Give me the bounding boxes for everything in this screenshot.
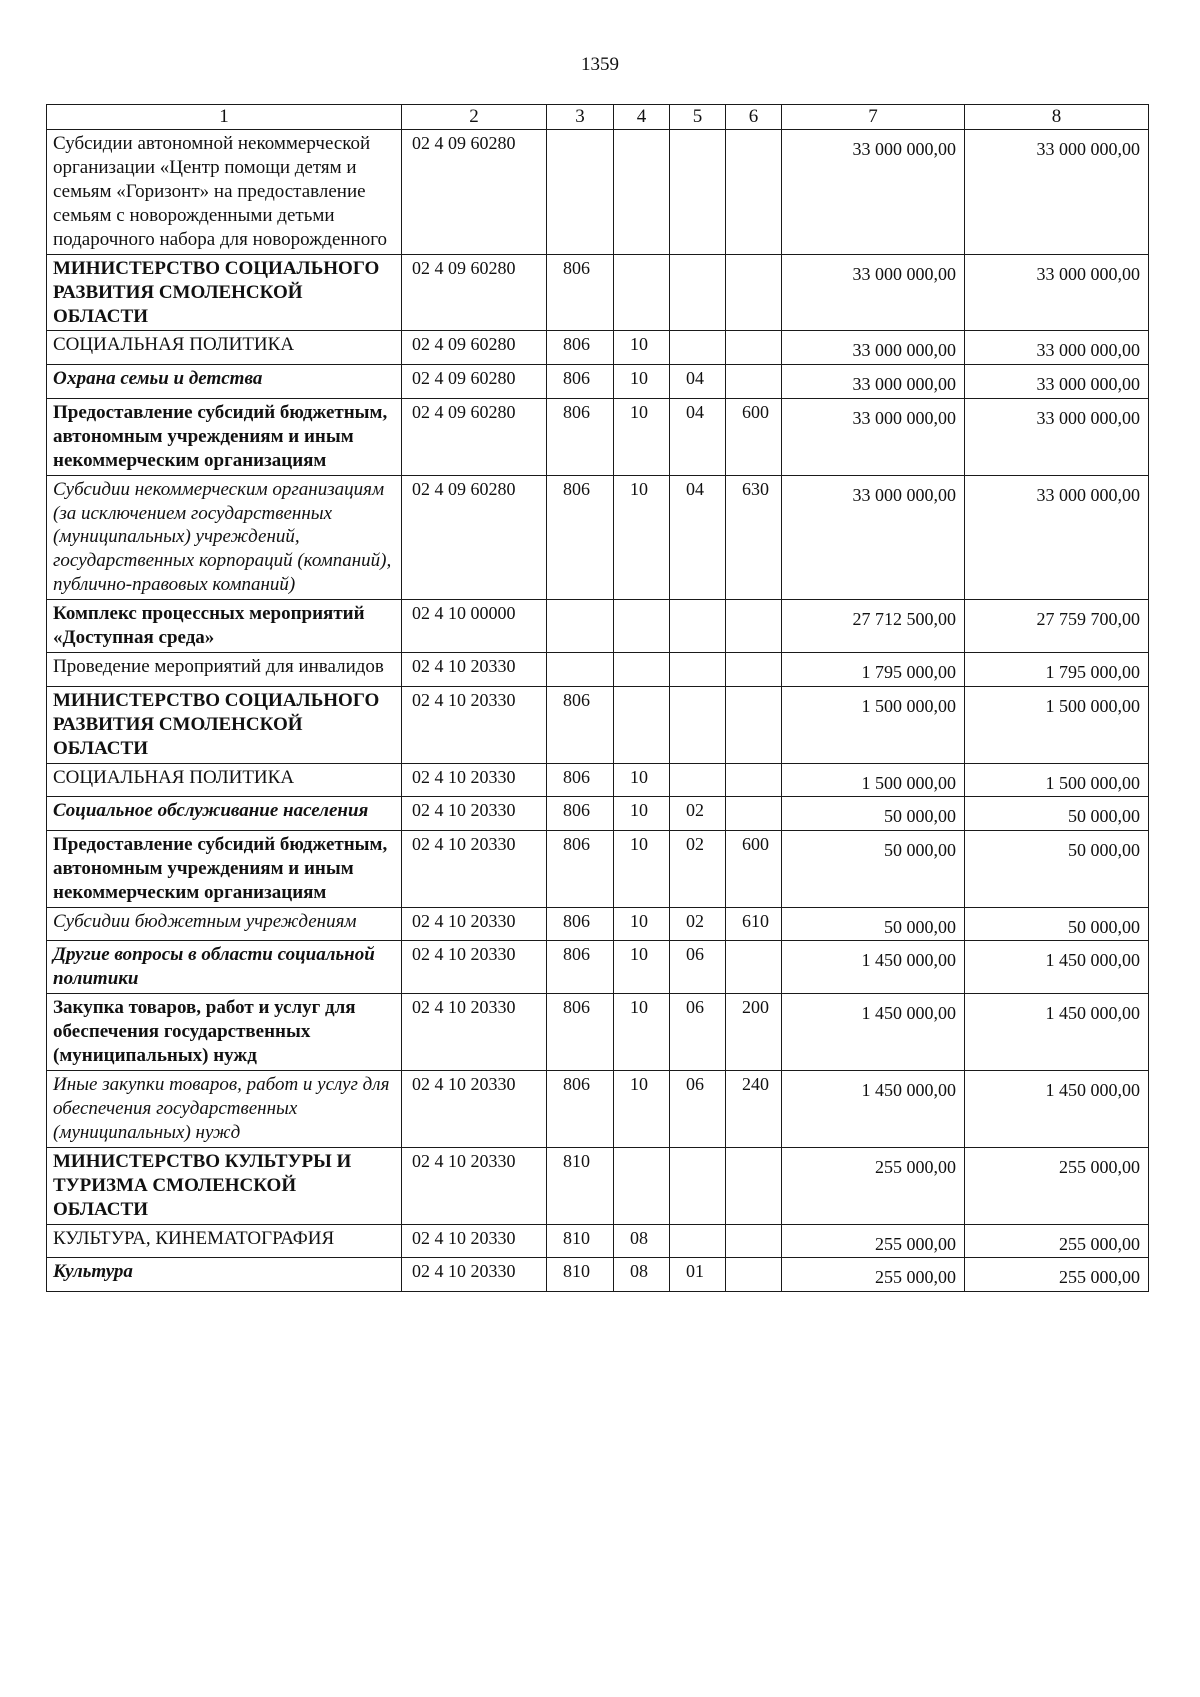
- target-code: 02 4 10 00000: [402, 600, 547, 653]
- section-code: 10: [614, 797, 670, 831]
- amount-col-8: 1 450 000,00: [965, 1071, 1149, 1148]
- column-header-4: 4: [614, 105, 670, 130]
- amount-col-7: 1 500 000,00: [782, 763, 965, 797]
- table-row: [47, 1071, 1149, 1148]
- expense-type-code: [726, 686, 782, 763]
- expense-type-code: 630: [726, 475, 782, 600]
- row-name: Охрана семьи и детства: [47, 365, 402, 399]
- target-code: 02 4 10 20330: [402, 686, 547, 763]
- row-name: Предоставление субсидий бюджетным, автономным учреждениям и иным некоммерческим организациям: [47, 398, 402, 475]
- expense-type-code: [726, 653, 782, 687]
- table-row: [47, 907, 1149, 941]
- ministry-code: 810: [547, 1224, 614, 1258]
- section-code: 10: [614, 941, 670, 994]
- column-header-7: 7: [782, 105, 965, 130]
- amount-col-8: 33 000 000,00: [965, 129, 1149, 254]
- subsection-code: 02: [670, 907, 726, 941]
- amount-col-7: 50 000,00: [782, 907, 965, 941]
- row-name: СОЦИАЛЬНАЯ ПОЛИТИКА: [47, 763, 402, 797]
- amount-col-8: 1 500 000,00: [965, 686, 1149, 763]
- amount-col-8: 27 759 700,00: [965, 600, 1149, 653]
- expense-type-code: [726, 1258, 782, 1292]
- subsection-code: 01: [670, 1258, 726, 1292]
- ministry-code: 806: [547, 331, 614, 365]
- target-code: 02 4 10 20330: [402, 1224, 547, 1258]
- amount-col-8: 1 500 000,00: [965, 763, 1149, 797]
- table-row: [47, 600, 1149, 653]
- table-row: [47, 475, 1149, 600]
- amount-col-8: 50 000,00: [965, 797, 1149, 831]
- row-name: Предоставление субсидий бюджетным, автономным учреждениям и иным некоммерческим организациям: [47, 830, 402, 907]
- table-row: [47, 365, 1149, 399]
- amount-col-7: 50 000,00: [782, 830, 965, 907]
- amount-col-7: 255 000,00: [782, 1224, 965, 1258]
- ministry-code: 806: [547, 365, 614, 399]
- target-code: 02 4 10 20330: [402, 653, 547, 687]
- ministry-code: 806: [547, 763, 614, 797]
- subsection-code: [670, 1224, 726, 1258]
- expense-type-code: [726, 941, 782, 994]
- row-name: Субсидии некоммерческим организациям (за исключением государственных (муниципальных) учреждений, государственных корпораций (компаний), публично-правовых компаний): [47, 475, 402, 600]
- table-row: [47, 254, 1149, 331]
- column-header-6: 6: [726, 105, 782, 130]
- row-name: Другие вопросы в области социальной политики: [47, 941, 402, 994]
- row-name: МИНИСТЕРСТВО СОЦИАЛЬНОГО РАЗВИТИЯ СМОЛЕНСКОЙ ОБЛАСТИ: [47, 254, 402, 331]
- amount-col-7: 1 450 000,00: [782, 994, 965, 1071]
- table-row: [47, 1224, 1149, 1258]
- table-row: [47, 1258, 1149, 1292]
- ministry-code: 806: [547, 797, 614, 831]
- subsection-code: 06: [670, 1071, 726, 1148]
- subsection-code: 02: [670, 797, 726, 831]
- target-code: 02 4 10 20330: [402, 763, 547, 797]
- amount-col-8: 33 000 000,00: [965, 254, 1149, 331]
- section-code: [614, 686, 670, 763]
- subsection-code: 04: [670, 365, 726, 399]
- section-code: 10: [614, 331, 670, 365]
- section-code: 10: [614, 475, 670, 600]
- amount-col-7: 1 450 000,00: [782, 941, 965, 994]
- section-code: 10: [614, 365, 670, 399]
- column-header-1: 1: [47, 105, 402, 130]
- ministry-code: [547, 129, 614, 254]
- ministry-code: 806: [547, 830, 614, 907]
- target-code: 02 4 10 20330: [402, 907, 547, 941]
- amount-col-7: 33 000 000,00: [782, 129, 965, 254]
- table-row: [47, 331, 1149, 365]
- target-code: 02 4 10 20330: [402, 797, 547, 831]
- section-code: 10: [614, 907, 670, 941]
- expense-type-code: [726, 797, 782, 831]
- amount-col-8: 1 450 000,00: [965, 941, 1149, 994]
- amount-col-7: 1 795 000,00: [782, 653, 965, 687]
- expense-type-code: [726, 600, 782, 653]
- column-header-5: 5: [670, 105, 726, 130]
- table-row: [47, 994, 1149, 1071]
- row-name: Закупка товаров, работ и услуг для обеспечения государственных (муниципальных) нужд: [47, 994, 402, 1071]
- expense-type-code: 200: [726, 994, 782, 1071]
- ministry-code: [547, 600, 614, 653]
- expense-type-code: 600: [726, 398, 782, 475]
- expense-type-code: [726, 254, 782, 331]
- amount-col-8: 255 000,00: [965, 1224, 1149, 1258]
- ministry-code: 810: [547, 1258, 614, 1292]
- amount-col-7: 33 000 000,00: [782, 254, 965, 331]
- expense-type-code: 240: [726, 1071, 782, 1148]
- header-row: [47, 105, 1149, 130]
- table-row: [47, 398, 1149, 475]
- subsection-code: [670, 763, 726, 797]
- target-code: 02 4 10 20330: [402, 941, 547, 994]
- section-code: [614, 1147, 670, 1224]
- amount-col-8: 1 795 000,00: [965, 653, 1149, 687]
- row-name: Комплекс процессных мероприятий «Доступная среда»: [47, 600, 402, 653]
- target-code: 02 4 10 20330: [402, 994, 547, 1071]
- table-row: [47, 830, 1149, 907]
- table-row: [47, 653, 1149, 687]
- subsection-code: [670, 129, 726, 254]
- target-code: 02 4 09 60280: [402, 475, 547, 600]
- row-name: Субсидии автономной некоммерческой организации «Центр помощи детям и семьям «Горизонт» на предоставление семьям с новорожденными детьми подарочного набора для новорожденного: [47, 129, 402, 254]
- expense-type-code: [726, 365, 782, 399]
- column-header-8: 8: [965, 105, 1149, 130]
- amount-col-7: 33 000 000,00: [782, 475, 965, 600]
- target-code: 02 4 09 60280: [402, 254, 547, 331]
- row-name: МИНИСТЕРСТВО КУЛЬТУРЫ И ТУРИЗМА СМОЛЕНСКОЙ ОБЛАСТИ: [47, 1147, 402, 1224]
- row-name: Субсидии бюджетным учреждениям: [47, 907, 402, 941]
- target-code: 02 4 09 60280: [402, 365, 547, 399]
- target-code: 02 4 09 60280: [402, 398, 547, 475]
- amount-col-7: 50 000,00: [782, 797, 965, 831]
- ministry-code: 810: [547, 1147, 614, 1224]
- target-code: 02 4 09 60280: [402, 331, 547, 365]
- table-row: [47, 686, 1149, 763]
- target-code: 02 4 10 20330: [402, 1147, 547, 1224]
- amount-col-8: 1 450 000,00: [965, 994, 1149, 1071]
- amount-col-7: 33 000 000,00: [782, 365, 965, 399]
- ministry-code: 806: [547, 254, 614, 331]
- subsection-code: [670, 653, 726, 687]
- amount-col-8: 255 000,00: [965, 1147, 1149, 1224]
- table-row: [47, 763, 1149, 797]
- table-body: [47, 129, 1149, 1291]
- amount-col-8: 33 000 000,00: [965, 475, 1149, 600]
- table-row: [47, 941, 1149, 994]
- section-code: 10: [614, 830, 670, 907]
- table-row: [47, 797, 1149, 831]
- subsection-code: [670, 600, 726, 653]
- amount-col-7: 1 500 000,00: [782, 686, 965, 763]
- budget-table: [46, 104, 1149, 1292]
- table-row: [47, 129, 1149, 254]
- subsection-code: 04: [670, 475, 726, 600]
- expense-type-code: [726, 331, 782, 365]
- amount-col-7: 255 000,00: [782, 1147, 965, 1224]
- section-code: [614, 254, 670, 331]
- ministry-code: [547, 653, 614, 687]
- amount-col-7: 33 000 000,00: [782, 331, 965, 365]
- section-code: 10: [614, 994, 670, 1071]
- row-name: Проведение мероприятий для инвалидов: [47, 653, 402, 687]
- row-name: КУЛЬТУРА, КИНЕМАТОГРАФИЯ: [47, 1224, 402, 1258]
- subsection-code: [670, 331, 726, 365]
- page-number: 1359: [581, 54, 619, 75]
- row-name: Социальное обслуживание населения: [47, 797, 402, 831]
- section-code: 08: [614, 1258, 670, 1292]
- ministry-code: 806: [547, 994, 614, 1071]
- subsection-code: 06: [670, 941, 726, 994]
- section-code: 10: [614, 763, 670, 797]
- amount-col-8: 33 000 000,00: [965, 331, 1149, 365]
- subsection-code: [670, 1147, 726, 1224]
- ministry-code: 806: [547, 907, 614, 941]
- amount-col-7: 27 712 500,00: [782, 600, 965, 653]
- row-name: МИНИСТЕРСТВО СОЦИАЛЬНОГО РАЗВИТИЯ СМОЛЕНСКОЙ ОБЛАСТИ: [47, 686, 402, 763]
- ministry-code: 806: [547, 398, 614, 475]
- subsection-code: 02: [670, 830, 726, 907]
- amount-col-7: 33 000 000,00: [782, 398, 965, 475]
- ministry-code: 806: [547, 475, 614, 600]
- ministry-code: 806: [547, 1071, 614, 1148]
- amount-col-8: 255 000,00: [965, 1258, 1149, 1292]
- ministry-code: 806: [547, 941, 614, 994]
- section-code: 10: [614, 1071, 670, 1148]
- row-name: Иные закупки товаров, работ и услуг для обеспечения государственных (муниципальных) нужд: [47, 1071, 402, 1148]
- subsection-code: 04: [670, 398, 726, 475]
- target-code: 02 4 09 60280: [402, 129, 547, 254]
- ministry-code: 806: [547, 686, 614, 763]
- section-code: 08: [614, 1224, 670, 1258]
- expense-type-code: 600: [726, 830, 782, 907]
- subsection-code: 06: [670, 994, 726, 1071]
- expense-type-code: 610: [726, 907, 782, 941]
- section-code: 10: [614, 398, 670, 475]
- target-code: 02 4 10 20330: [402, 830, 547, 907]
- section-code: [614, 129, 670, 254]
- row-name: Культура: [47, 1258, 402, 1292]
- expense-type-code: [726, 1147, 782, 1224]
- target-code: 02 4 10 20330: [402, 1258, 547, 1292]
- amount-col-8: 50 000,00: [965, 830, 1149, 907]
- amount-col-8: 50 000,00: [965, 907, 1149, 941]
- amount-col-7: 255 000,00: [782, 1258, 965, 1292]
- column-header-3: 3: [547, 105, 614, 130]
- table-row: [47, 1147, 1149, 1224]
- row-name: СОЦИАЛЬНАЯ ПОЛИТИКА: [47, 331, 402, 365]
- section-code: [614, 653, 670, 687]
- amount-col-8: 33 000 000,00: [965, 398, 1149, 475]
- expense-type-code: [726, 763, 782, 797]
- expense-type-code: [726, 129, 782, 254]
- column-header-2: 2: [402, 105, 547, 130]
- expense-type-code: [726, 1224, 782, 1258]
- target-code: 02 4 10 20330: [402, 1071, 547, 1148]
- amount-col-7: 1 450 000,00: [782, 1071, 965, 1148]
- section-code: [614, 600, 670, 653]
- subsection-code: [670, 686, 726, 763]
- amount-col-8: 33 000 000,00: [965, 365, 1149, 399]
- subsection-code: [670, 254, 726, 331]
